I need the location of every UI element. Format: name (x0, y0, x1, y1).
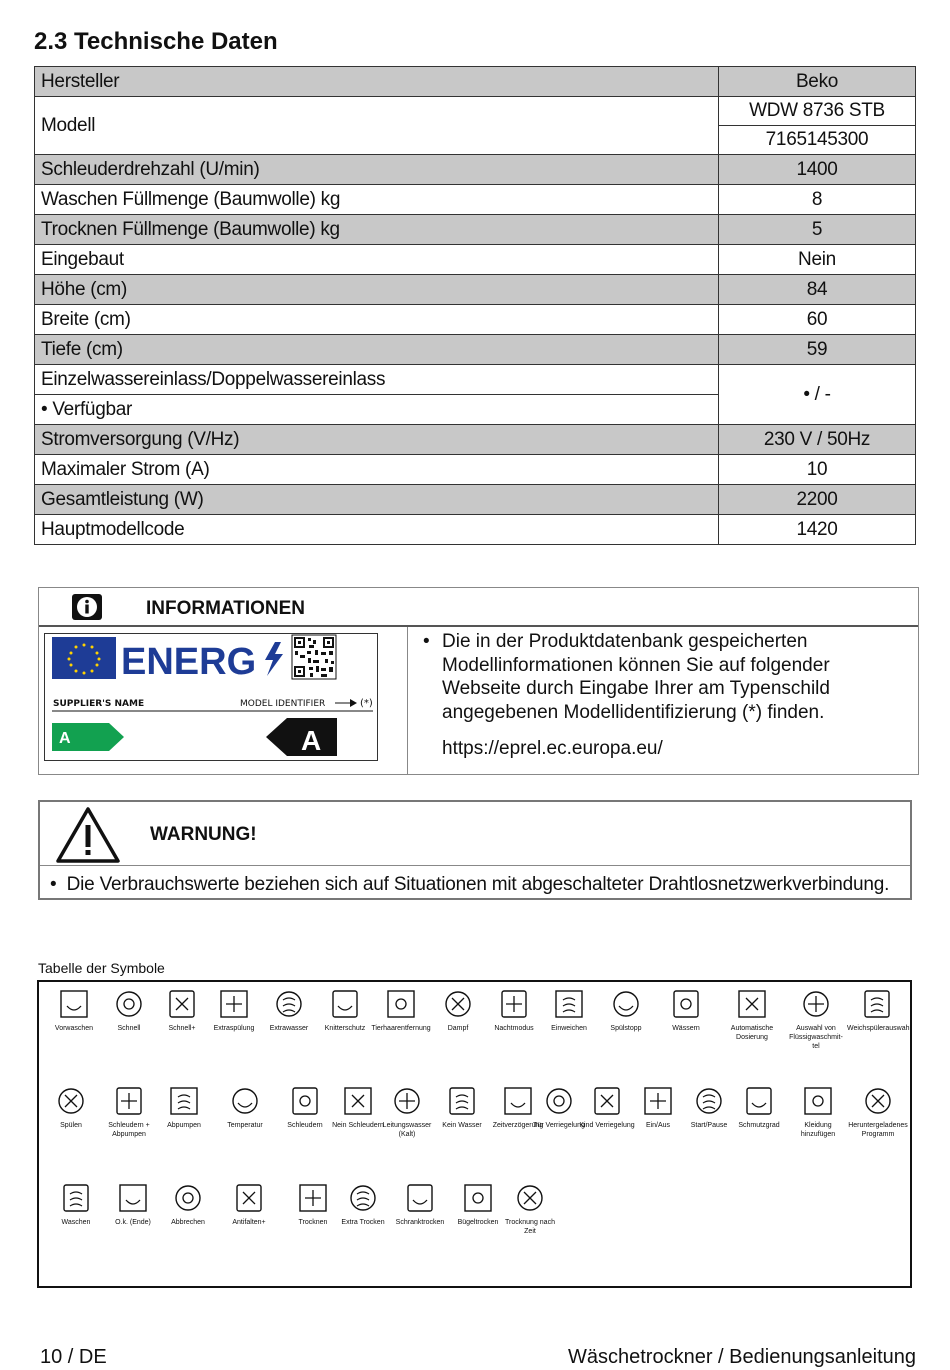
warning-title: WARNUNG! (150, 824, 257, 845)
spec-value: 7165145300 (719, 126, 916, 155)
symbol-item (847, 988, 912, 1033)
spec-label: Trocknen Füllmenge (Baumwolle) kg (35, 215, 719, 245)
energy-label-graphic (45, 634, 377, 760)
symbol-icon (377, 1085, 437, 1117)
symbol-item (204, 988, 264, 1033)
table-row (35, 97, 916, 126)
spec-value: 1400 (719, 155, 916, 185)
symbol-label: Zeitverzögerung (492, 1122, 544, 1129)
warning-triangle-icon (55, 806, 121, 864)
symbol-item (44, 988, 104, 1033)
spec-value: Beko (719, 67, 916, 97)
symbol-item (99, 988, 159, 1033)
spec-label: Modell (35, 97, 719, 155)
spec-value: 8 (719, 185, 916, 215)
symbol-icon (448, 1182, 508, 1214)
table-row (35, 335, 916, 365)
symbols-table (37, 980, 912, 1288)
warning-text-content: Die Verbrauchswerte beziehen sich auf Situationen mit abgeschalteter Drahtlosnetzwerkverbindung. (66, 874, 890, 895)
symbol-item (103, 1182, 163, 1227)
symbol-item (333, 1182, 393, 1227)
spec-label: Tiefe (cm) (35, 335, 719, 365)
spec-value: 1420 (719, 515, 916, 545)
table-row (35, 425, 916, 455)
symbol-icon (99, 1085, 159, 1117)
symbol-item (656, 988, 716, 1033)
symbol-label: Vorwaschen (54, 1025, 94, 1032)
symbol-label: Heruntergeladenes Programm (848, 1122, 908, 1138)
spec-value: 5 (719, 215, 916, 245)
symbol-label: Ein/Aus (645, 1122, 671, 1129)
symbol-item (152, 988, 212, 1033)
symbol-icon (103, 1182, 163, 1214)
symbol-icon (596, 988, 656, 1020)
symbol-label: Schnell+ (168, 1025, 196, 1032)
symbol-icon (46, 1182, 106, 1214)
symbol-label: Abpumpen (167, 1122, 201, 1129)
spec-label: Breite (cm) (35, 305, 719, 335)
symbol-label: Kind Verriegelung (579, 1122, 635, 1129)
symbol-icon (99, 988, 159, 1020)
symbol-label: Einweichen (551, 1025, 587, 1032)
symbol-icon (428, 988, 488, 1020)
symbol-icon (484, 988, 544, 1020)
symbol-label: Trocknung nach Zeit (505, 1219, 555, 1235)
warning-box (38, 800, 912, 900)
symbol-item (428, 988, 488, 1033)
asterisk-marker: (*) (360, 698, 373, 709)
symbol-icon (656, 988, 716, 1020)
spec-value: 84 (719, 275, 916, 305)
spec-label: Maximaler Strom (A) (35, 455, 719, 485)
qr-icon (292, 635, 336, 679)
symbol-item (259, 988, 319, 1033)
symbol-icon (204, 988, 264, 1020)
symbol-label: Wässern (672, 1025, 700, 1032)
symbol-icon (219, 1182, 279, 1214)
symbol-item (371, 988, 431, 1033)
page-number: 10 / DE (40, 1346, 107, 1368)
model-identifier-text: MODEL IDENTIFIER (240, 699, 326, 709)
class-left-text: A (59, 730, 71, 747)
spec-label: • Verfügbar (35, 395, 719, 425)
symbol-icon (786, 988, 846, 1020)
symbol-label: Schleudern (287, 1122, 323, 1129)
symbol-label: Dampf (447, 1025, 469, 1032)
symbol-icon (315, 988, 375, 1020)
symbol-item (729, 1085, 789, 1130)
symbol-icon (41, 1085, 101, 1117)
class-right-text: A (301, 725, 322, 756)
symbol-label: Extraspülung (213, 1025, 255, 1032)
symbol-icon (729, 1085, 789, 1117)
symbol-item (46, 1182, 106, 1227)
symbol-icon (432, 1085, 492, 1117)
symbol-item (390, 1182, 450, 1227)
symbol-item (484, 988, 544, 1033)
symbol-icon (275, 1085, 335, 1117)
symbol-item (154, 1085, 214, 1130)
supplier-name-text: SUPPLIER'S NAME (53, 699, 145, 709)
energy-label-panel (39, 627, 408, 775)
symbol-icon (500, 1182, 560, 1214)
spec-label: Waschen Füllmenge (Baumwolle) kg (35, 185, 719, 215)
symbol-icon (371, 988, 431, 1020)
symbol-label: O.k. (Ende) (115, 1219, 151, 1226)
spec-label: Schleuderdrehzahl (U/min) (35, 155, 719, 185)
symbol-icon (152, 988, 212, 1020)
info-text: • Die in der Produktdatenbank gespeicherten Modellinformationen können Sie auf folgender Webseite durch Eingabe Ihrer am Typenschild angegebenen Modellidentifizierung (*) finden. (423, 630, 913, 724)
spec-table (34, 66, 916, 545)
symbol-label: Waschen (61, 1219, 91, 1226)
symbol-item (448, 1182, 508, 1227)
symbol-item (432, 1085, 492, 1130)
symbol-item (41, 1085, 101, 1130)
spec-value: Nein (719, 245, 916, 275)
symbol-label: Schnell (117, 1025, 141, 1032)
spec-value: 2200 (719, 485, 916, 515)
symbol-item (219, 1182, 279, 1227)
spec-label: Höhe (cm) (35, 275, 719, 305)
symbol-label: Automatische Dosierung (730, 1025, 774, 1041)
document-title: Wäschetrockner / Bedienungsanleitung (568, 1346, 916, 1368)
spec-value: WDW 8736 STB (719, 97, 916, 126)
symbol-icon (215, 1085, 275, 1117)
symbol-label: Antifalten+ (232, 1219, 266, 1226)
info-box (38, 587, 919, 775)
spec-value: 230 V / 50Hz (719, 425, 916, 455)
table-row (35, 275, 916, 305)
symbol-icon (154, 1085, 214, 1117)
info-text-block (423, 630, 913, 761)
table-row (35, 305, 916, 335)
symbol-label: Leitungswasser (Kalt) (382, 1122, 432, 1138)
symbol-label: Start/Pause (690, 1122, 728, 1129)
symbol-label: Weichspülerauswahl (847, 1025, 912, 1032)
spec-label: Einzelwassereinlass/Doppelwassereinlass (35, 365, 719, 395)
spec-value: 59 (719, 335, 916, 365)
symbol-label: Tür Verriegelung (533, 1122, 585, 1129)
symbol-icon (788, 1085, 848, 1117)
symbol-label: Trocknen (298, 1219, 328, 1226)
symbol-label: Kein Wasser (442, 1122, 482, 1129)
symbol-label: Extrawasser (269, 1025, 309, 1032)
symbol-icon (44, 988, 104, 1020)
symbol-label: Spülstopp (610, 1025, 642, 1032)
energy-label (44, 633, 378, 761)
table-row (35, 515, 916, 545)
symbol-item (539, 988, 599, 1033)
section-title: 2.3 Technische Daten (34, 28, 278, 55)
info-url[interactable]: https://eprel.ec.europa.eu/ (442, 738, 663, 759)
symbol-item (722, 988, 782, 1042)
symbol-icon (158, 1182, 218, 1214)
spec-value: 60 (719, 305, 916, 335)
symbol-label: Abbrechen (171, 1219, 205, 1226)
symbol-item (315, 988, 375, 1033)
symbol-label: Schleudern + Abpumpen (108, 1122, 150, 1138)
symbol-item (158, 1182, 218, 1227)
symbol-label: Knitterschutz (324, 1025, 366, 1032)
symbol-item (99, 1085, 159, 1139)
symbol-icon (847, 988, 907, 1020)
symbol-item (848, 1085, 908, 1139)
symbol-icon (333, 1182, 393, 1214)
symbol-label: Tierhaarentfernung (371, 1025, 431, 1032)
symbol-item (596, 988, 656, 1033)
spec-label: Eingebaut (35, 245, 719, 275)
symbol-label: Auswahl von Flüssigwaschmit-tel (789, 1025, 843, 1050)
symbol-label: Schranktrocken (395, 1219, 445, 1226)
spec-label: Stromversorgung (V/Hz) (35, 425, 719, 455)
spec-value: • / - (719, 365, 916, 425)
warning-header (40, 802, 910, 866)
table-row (35, 215, 916, 245)
info-icon (71, 593, 103, 621)
symbol-label: Spülen (60, 1122, 82, 1129)
symbol-label: Schmutzgrad (738, 1122, 780, 1129)
spec-value: 10 (719, 455, 916, 485)
table-row (35, 485, 916, 515)
symbol-icon (259, 988, 319, 1020)
symbol-icon (390, 1182, 450, 1214)
bolt-icon (265, 642, 283, 676)
symbol-label: Extra Trocken (341, 1219, 385, 1226)
arrow-right-icon (350, 699, 357, 707)
symbol-label: Kleidung hinzufügen (800, 1122, 836, 1138)
symbol-item (788, 1085, 848, 1139)
table-row (35, 455, 916, 485)
symbol-item (215, 1085, 275, 1130)
warning-text: • Die Verbrauchswerte beziehen sich auf Situationen mit abgeschalteter Drahtlosnetzwerkverbindung. (50, 874, 890, 895)
symbol-label: Nachtmodus (494, 1025, 534, 1032)
symbol-item (377, 1085, 437, 1139)
symbol-icon (848, 1085, 908, 1117)
info-header (39, 588, 918, 627)
symbol-label: Temperatur (227, 1122, 263, 1129)
symbol-label: Bügeltrocken (457, 1219, 499, 1226)
table-row (35, 365, 916, 395)
symbol-item (786, 988, 846, 1051)
info-title: INFORMATIONEN (146, 598, 306, 619)
symbol-icon (722, 988, 782, 1020)
symbol-item (500, 1182, 560, 1236)
table-row (35, 155, 916, 185)
spec-label: Hauptmodellcode (35, 515, 719, 545)
symbol-item (275, 1085, 335, 1130)
spec-label: Gesamtleistung (W) (35, 485, 719, 515)
energy-wordmark: ENERG (121, 641, 257, 683)
table-row (35, 245, 916, 275)
table-row (35, 67, 916, 97)
spec-label: Hersteller (35, 67, 719, 97)
symbols-caption: Tabelle der Symbole (38, 960, 165, 976)
symbol-label: Nein Schleudern (332, 1122, 384, 1129)
table-row (35, 185, 916, 215)
symbol-icon (539, 988, 599, 1020)
